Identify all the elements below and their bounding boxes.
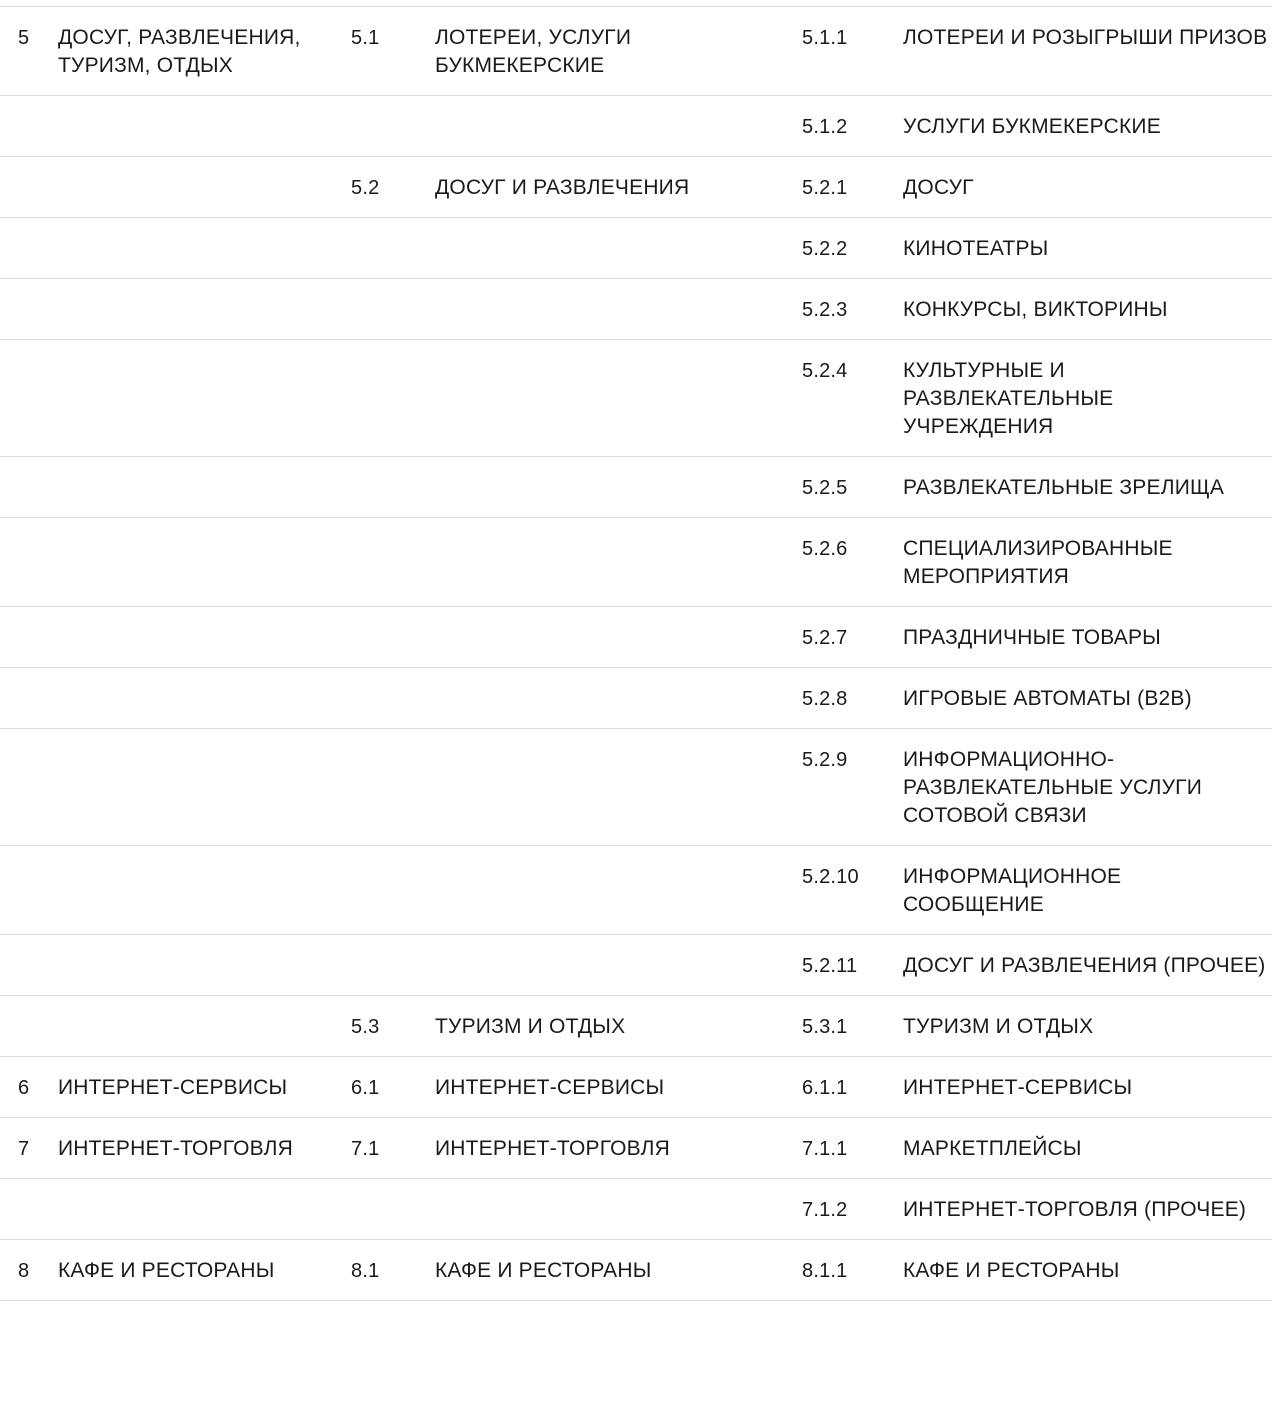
item-name: ДОСУГ И РАЗВЛЕЧЕНИЯ (ПРОЧЕЕ): [903, 954, 1266, 977]
category-number-cell: [0, 218, 58, 279]
subcategory-name-cell: [435, 846, 802, 935]
item-number-cell: [802, 457, 903, 518]
category-number-cell: [0, 729, 58, 846]
subcategory-name-cell: [435, 668, 802, 729]
subcategory-name-cell: [435, 457, 802, 518]
category-name-cell: [58, 1179, 351, 1240]
category-name-cell: [58, 157, 351, 218]
subcategory-number: 5.2: [351, 177, 380, 199]
subcategory-number-cell: [351, 607, 435, 668]
category-number-cell: [0, 846, 58, 935]
table-row: [0, 1240, 1272, 1301]
subcategory-name-cell: [435, 518, 802, 607]
subcategory-name-cell: [435, 935, 802, 996]
subcategory-name-cell: [435, 729, 802, 846]
item-number-cell: [802, 846, 903, 935]
category-number-cell: [0, 607, 58, 668]
subcategory-name-cell: [435, 607, 802, 668]
category-name: ИНТЕРНЕТ-ТОРГОВЛЯ: [58, 1137, 293, 1160]
subcategory-name: ДОСУГ И РАЗВЛЕЧЕНИЯ: [435, 176, 690, 199]
item-name-cell: [903, 1179, 1272, 1240]
item-name-cell: [903, 157, 1272, 218]
subcategory-number-cell: [351, 846, 435, 935]
item-name: МАРКЕТПЛЕЙСЫ: [903, 1137, 1082, 1160]
subcategory-number-cell: [351, 518, 435, 607]
subcategory-name-cell: [435, 7, 802, 96]
table-row: [0, 518, 1272, 607]
item-number: 5.1.2: [802, 116, 848, 138]
item-number: 5.2.10: [802, 866, 859, 888]
category-name-cell: [58, 1240, 351, 1301]
item-number-cell: [802, 279, 903, 340]
category-number: 5: [18, 27, 30, 49]
item-number: 5.2.2: [802, 238, 848, 260]
subcategory-number: 6.1: [351, 1077, 380, 1099]
item-number: 5.2.7: [802, 627, 848, 649]
item-number: 5.2.9: [802, 749, 848, 771]
subcategory-number-cell: [351, 1057, 435, 1118]
item-name: ИНТЕРНЕТ-ТОРГОВЛЯ (ПРОЧЕЕ): [903, 1198, 1247, 1221]
subcategory-name: ИНТЕРНЕТ-ТОРГОВЛЯ: [435, 1137, 670, 1160]
item-name-cell: [903, 607, 1272, 668]
subcategory-name: ЛОТЕРЕИ, УСЛУГИ БУКМЕКЕРСКИЕ: [435, 26, 632, 77]
item-number: 5.2.3: [802, 299, 848, 321]
table-row: [0, 607, 1272, 668]
item-name-cell: [903, 935, 1272, 996]
item-name: РАЗВЛЕКАТЕЛЬНЫЕ ЗРЕЛИЩА: [903, 476, 1225, 499]
item-name: КАФЕ И РЕСТОРАНЫ: [903, 1259, 1120, 1282]
item-number-cell: [802, 1240, 903, 1301]
subcategory-name-cell: [435, 157, 802, 218]
table-row: [0, 996, 1272, 1057]
item-number-cell: [802, 996, 903, 1057]
subcategory-number-cell: [351, 457, 435, 518]
subcategory-number-cell: [351, 935, 435, 996]
item-number: 5.3.1: [802, 1016, 848, 1038]
item-name: ДОСУГ: [903, 176, 974, 199]
subcategory-number-cell: [351, 1240, 435, 1301]
category-name-cell: [58, 607, 351, 668]
subcategory-name-cell: [435, 1179, 802, 1240]
subcategory-name-cell: [435, 340, 802, 457]
category-name-cell: [58, 1057, 351, 1118]
table-row: [0, 1118, 1272, 1179]
subcategory-number-cell: [351, 7, 435, 96]
category-name-cell: [58, 218, 351, 279]
item-number: 5.2.5: [802, 477, 848, 499]
item-name-cell: [903, 996, 1272, 1057]
item-number-cell: [802, 1179, 903, 1240]
item-name-cell: [903, 218, 1272, 279]
item-number-cell: [802, 340, 903, 457]
item-name-cell: [903, 279, 1272, 340]
table-row: [0, 668, 1272, 729]
item-number-cell: [802, 96, 903, 157]
item-number-cell: [802, 935, 903, 996]
item-name-cell: [903, 1057, 1272, 1118]
subcategory-number: 7.1: [351, 1138, 380, 1160]
item-number-cell: [802, 7, 903, 96]
item-name-cell: [903, 846, 1272, 935]
item-number-cell: [802, 1057, 903, 1118]
subcategory-number-cell: [351, 96, 435, 157]
table-row: [0, 457, 1272, 518]
category-name: ИНТЕРНЕТ-СЕРВИСЫ: [58, 1076, 288, 1099]
table-row: [0, 157, 1272, 218]
item-number-cell: [802, 157, 903, 218]
subcategory-number-cell: [351, 1118, 435, 1179]
table-body: [0, 7, 1272, 1301]
item-name: КОНКУРСЫ, ВИКТОРИНЫ: [903, 298, 1168, 321]
item-name-cell: [903, 668, 1272, 729]
category-name: КАФЕ И РЕСТОРАНЫ: [58, 1259, 275, 1282]
category-number-cell: [0, 7, 58, 96]
subcategory-name: КАФЕ И РЕСТОРАНЫ: [435, 1259, 652, 1282]
item-number-cell: [802, 518, 903, 607]
table-row: [0, 935, 1272, 996]
subcategory-number-cell: [351, 340, 435, 457]
table-row: [0, 846, 1272, 935]
category-name: ДОСУГ, РАЗВЛЕЧЕНИЯ, ТУРИЗМ, ОТДЫХ: [58, 26, 301, 77]
table-row: [0, 96, 1272, 157]
category-name-cell: [58, 96, 351, 157]
item-number-cell: [802, 668, 903, 729]
item-name-cell: [903, 457, 1272, 518]
item-name-cell: [903, 96, 1272, 157]
item-name-cell: [903, 518, 1272, 607]
item-number: 5.1.1: [802, 27, 848, 49]
subcategory-name-cell: [435, 218, 802, 279]
subcategory-name-cell: [435, 279, 802, 340]
item-number: 7.1.1: [802, 1138, 848, 1160]
item-number: 5.2.11: [802, 955, 858, 977]
category-name-cell: [58, 1118, 351, 1179]
item-name-cell: [903, 1240, 1272, 1301]
item-name-cell: [903, 729, 1272, 846]
category-name-cell: [58, 7, 351, 96]
category-number-cell: [0, 1057, 58, 1118]
table-row: [0, 1179, 1272, 1240]
category-number-cell: [0, 340, 58, 457]
item-name: УСЛУГИ БУКМЕКЕРСКИЕ: [903, 115, 1161, 138]
item-number-cell: [802, 1118, 903, 1179]
category-number-cell: [0, 996, 58, 1057]
category-name-cell: [58, 457, 351, 518]
item-number: 6.1.1: [802, 1077, 848, 1099]
item-name: КУЛЬТУРНЫЕ И РАЗВЛЕКАТЕЛЬНЫЕ УЧРЕЖДЕНИЯ: [903, 359, 1114, 438]
item-number-cell: [802, 218, 903, 279]
item-name: КИНОТЕАТРЫ: [903, 237, 1049, 260]
category-name-cell: [58, 846, 351, 935]
subcategory-number: 8.1: [351, 1260, 380, 1282]
subcategory-name-cell: [435, 996, 802, 1057]
category-name-cell: [58, 996, 351, 1057]
category-number-cell: [0, 96, 58, 157]
subcategory-number-cell: [351, 218, 435, 279]
category-name-cell: [58, 729, 351, 846]
category-number-cell: [0, 457, 58, 518]
subcategory-number-cell: [351, 157, 435, 218]
item-number-cell: [802, 607, 903, 668]
subcategory-number-cell: [351, 668, 435, 729]
item-name: ПРАЗДНИЧНЫЕ ТОВАРЫ: [903, 626, 1161, 649]
category-number-cell: [0, 1240, 58, 1301]
subcategory-name-cell: [435, 1057, 802, 1118]
item-name-cell: [903, 340, 1272, 457]
item-number-cell: [802, 729, 903, 846]
table-row: [0, 729, 1272, 846]
category-name-cell: [58, 340, 351, 457]
category-number: 7: [18, 1138, 30, 1160]
subcategory-number-cell: [351, 1179, 435, 1240]
table-row: [0, 1057, 1272, 1118]
category-number-cell: [0, 518, 58, 607]
subcategory-name-cell: [435, 1240, 802, 1301]
table-row: [0, 279, 1272, 340]
table-row: [0, 218, 1272, 279]
item-number: 5.2.6: [802, 538, 848, 560]
item-number: 5.2.8: [802, 688, 848, 710]
category-number-cell: [0, 1118, 58, 1179]
item-name: ИНТЕРНЕТ-СЕРВИСЫ: [903, 1076, 1133, 1099]
subcategory-name: ИНТЕРНЕТ-СЕРВИСЫ: [435, 1076, 665, 1099]
category-table: [0, 6, 1272, 1301]
category-number: 8: [18, 1260, 30, 1282]
item-name: ТУРИЗМ И ОТДЫХ: [903, 1015, 1094, 1038]
category-number-cell: [0, 668, 58, 729]
item-number: 5.2.1: [802, 177, 848, 199]
item-number: 8.1.1: [802, 1260, 848, 1282]
item-name: СПЕЦИАЛИЗИРОВАННЫЕ МЕРОПРИЯТИЯ: [903, 537, 1173, 588]
category-number-cell: [0, 157, 58, 218]
subcategory-name: ТУРИЗМ И ОТДЫХ: [435, 1015, 626, 1038]
category-number-cell: [0, 1179, 58, 1240]
table-row: [0, 340, 1272, 457]
category-number-cell: [0, 935, 58, 996]
subcategory-name-cell: [435, 96, 802, 157]
item-number: 5.2.4: [802, 360, 848, 382]
subcategory-number: 5.1: [351, 27, 380, 49]
category-name-cell: [58, 935, 351, 996]
category-name-cell: [58, 279, 351, 340]
category-name-cell: [58, 518, 351, 607]
item-number: 7.1.2: [802, 1199, 848, 1221]
category-name-cell: [58, 668, 351, 729]
subcategory-number-cell: [351, 729, 435, 846]
item-name: ИНФОРМАЦИОННО-РАЗВЛЕКАТЕЛЬНЫЕ УСЛУГИ СОТОВОЙ СВЯЗИ: [903, 748, 1203, 827]
item-name: ИГРОВЫЕ АВТОМАТЫ (B2B): [903, 687, 1192, 710]
item-name: ЛОТЕРЕИ И РОЗЫГРЫШИ ПРИЗОВ: [903, 26, 1268, 49]
subcategory-number-cell: [351, 279, 435, 340]
category-number-cell: [0, 279, 58, 340]
category-number: 6: [18, 1077, 30, 1099]
table-row: [0, 7, 1272, 96]
item-name-cell: [903, 1118, 1272, 1179]
item-name: ИНФОРМАЦИОННОЕ СООБЩЕНИЕ: [903, 865, 1122, 916]
subcategory-name-cell: [435, 1118, 802, 1179]
subcategory-number: 5.3: [351, 1016, 380, 1038]
subcategory-number-cell: [351, 996, 435, 1057]
item-name-cell: [903, 7, 1272, 96]
